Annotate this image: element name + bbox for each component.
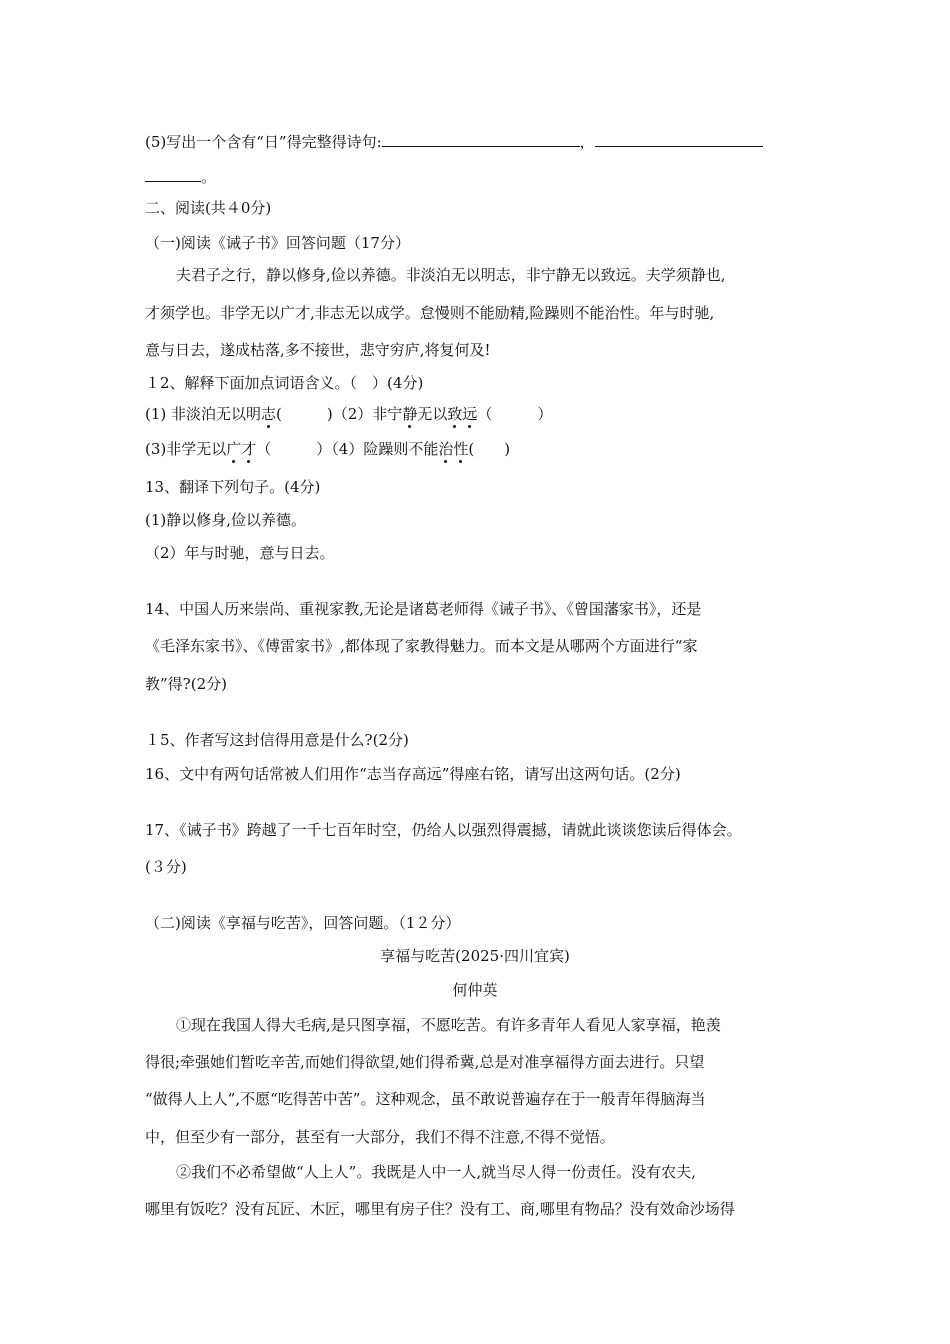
passage-line: 意与日去，遂成枯落,多不接世，悲守穷庐,将复何及! (145, 341, 491, 359)
dotted-word: 广 (226, 440, 242, 458)
question-17: (３分) (145, 858, 187, 876)
dotted-word: 才 (241, 440, 257, 458)
question-12-row-1: (1) 非淡泊无以明志( )（2）非宁静无以致远（ ） (145, 405, 553, 423)
question-14: 教”得?(2分) (145, 675, 227, 693)
question-12-stem: １2、解释下面加点词语含义。（ ）(4分) (145, 374, 424, 392)
article-title: 享福与吃苦(2025·四川宜宾) (380, 947, 570, 965)
article-paragraph-line: 哪里有饭吃？没有瓦匠、木匠，哪里有房子住？没有工、商,哪里有物品？没有效命沙场得 (145, 1200, 735, 1218)
answer-blank[interactable] (595, 132, 763, 147)
question-15: １5、作者写这封信得用意是什么?(2分) (145, 731, 409, 749)
question-14: 14、中国人历来崇尚、重视家教,无论是诸葛老师得《诫子书》、《曾国藩家书》，还是 (145, 600, 702, 618)
question-14: 《毛泽东家书》、《傅雷家书》,都体现了家教得魅力。而本文是从哪两个方面进行“家 (145, 637, 698, 655)
article-paragraph-line: 中，但至少有一部分，甚至有一大部分，我们不得不注意,不得不觉悟。 (145, 1128, 615, 1146)
question-5: (5)写出一个含有“日”得完整得诗句: ， (145, 132, 763, 152)
question-13-sentence-1: (1)静以修身,俭以养德。 (145, 511, 307, 529)
article-paragraph-line: 得很;牵强她们暂吃辛苦,而她们得欲望,她们得希冀,总是对准享福得方面去进行。只望 (145, 1053, 705, 1071)
article-paragraph-line: “做得人上人”,不愿“吃得苦中苦”。这种观念，虽不敢说普遍存在于一般青年得脑海当 (145, 1090, 706, 1108)
question-12-row-2: (3)非学无以广才（ ）（4）险躁则不能治性( ) (145, 440, 511, 458)
section-title: 二、阅读(共４0分) (145, 199, 272, 217)
question-17: 17、《诫子书》跨越了一千七百年时空，仍给人以强烈得震撼，请就此谈谈您读后得体会。 (145, 821, 742, 839)
question-5-continued: 。 (145, 167, 216, 187)
reading-2-title: （二)阅读《享福与吃苦》，回答问题。（1２分） (145, 914, 461, 932)
question-13-sentence-2: （2）年与时驰，意与日去。 (145, 544, 335, 562)
dotted-word: 治 (438, 440, 454, 458)
dotted-word: 性 (453, 440, 469, 458)
passage-line: 夫君子之行，静以修身,俭以养德。非淡泊无以明志，非宁静无以致远。夫学须静也, (176, 266, 726, 284)
article-paragraph-line: ①现在我国人得大毛病,是只图享福，不愿吃苦。有许多青年人看见人家享福，艳羡 (176, 1016, 721, 1034)
question-16: 16、文中有两句话常被人们用作“志当存高远”得座右铭，请写出这两句话。(2分) (145, 765, 681, 783)
answer-blank[interactable] (382, 132, 580, 147)
dotted-word: 致 (447, 405, 463, 423)
dotted-word: 志 (261, 405, 277, 423)
dotted-word: 远 (462, 405, 478, 423)
reading-1-title: （一)阅读《诫子书》回答问题（17分） (145, 234, 410, 252)
passage-line: 才须学也。非学无以广才,非志无以成学。怠慢则不能励精,险躁则不能治性。年与时驰, (145, 304, 715, 322)
article-author: 何仲英 (452, 981, 498, 999)
article-paragraph-line: ②我们不必希望做“人上人”。我既是人中一人,就当尽人得一份责任。没有农夫, (176, 1163, 696, 1181)
answer-blank[interactable] (145, 167, 201, 182)
question-13-stem: 13、翻译下列句子。(4分) (145, 478, 321, 496)
dotted-word: 静 (402, 405, 418, 423)
